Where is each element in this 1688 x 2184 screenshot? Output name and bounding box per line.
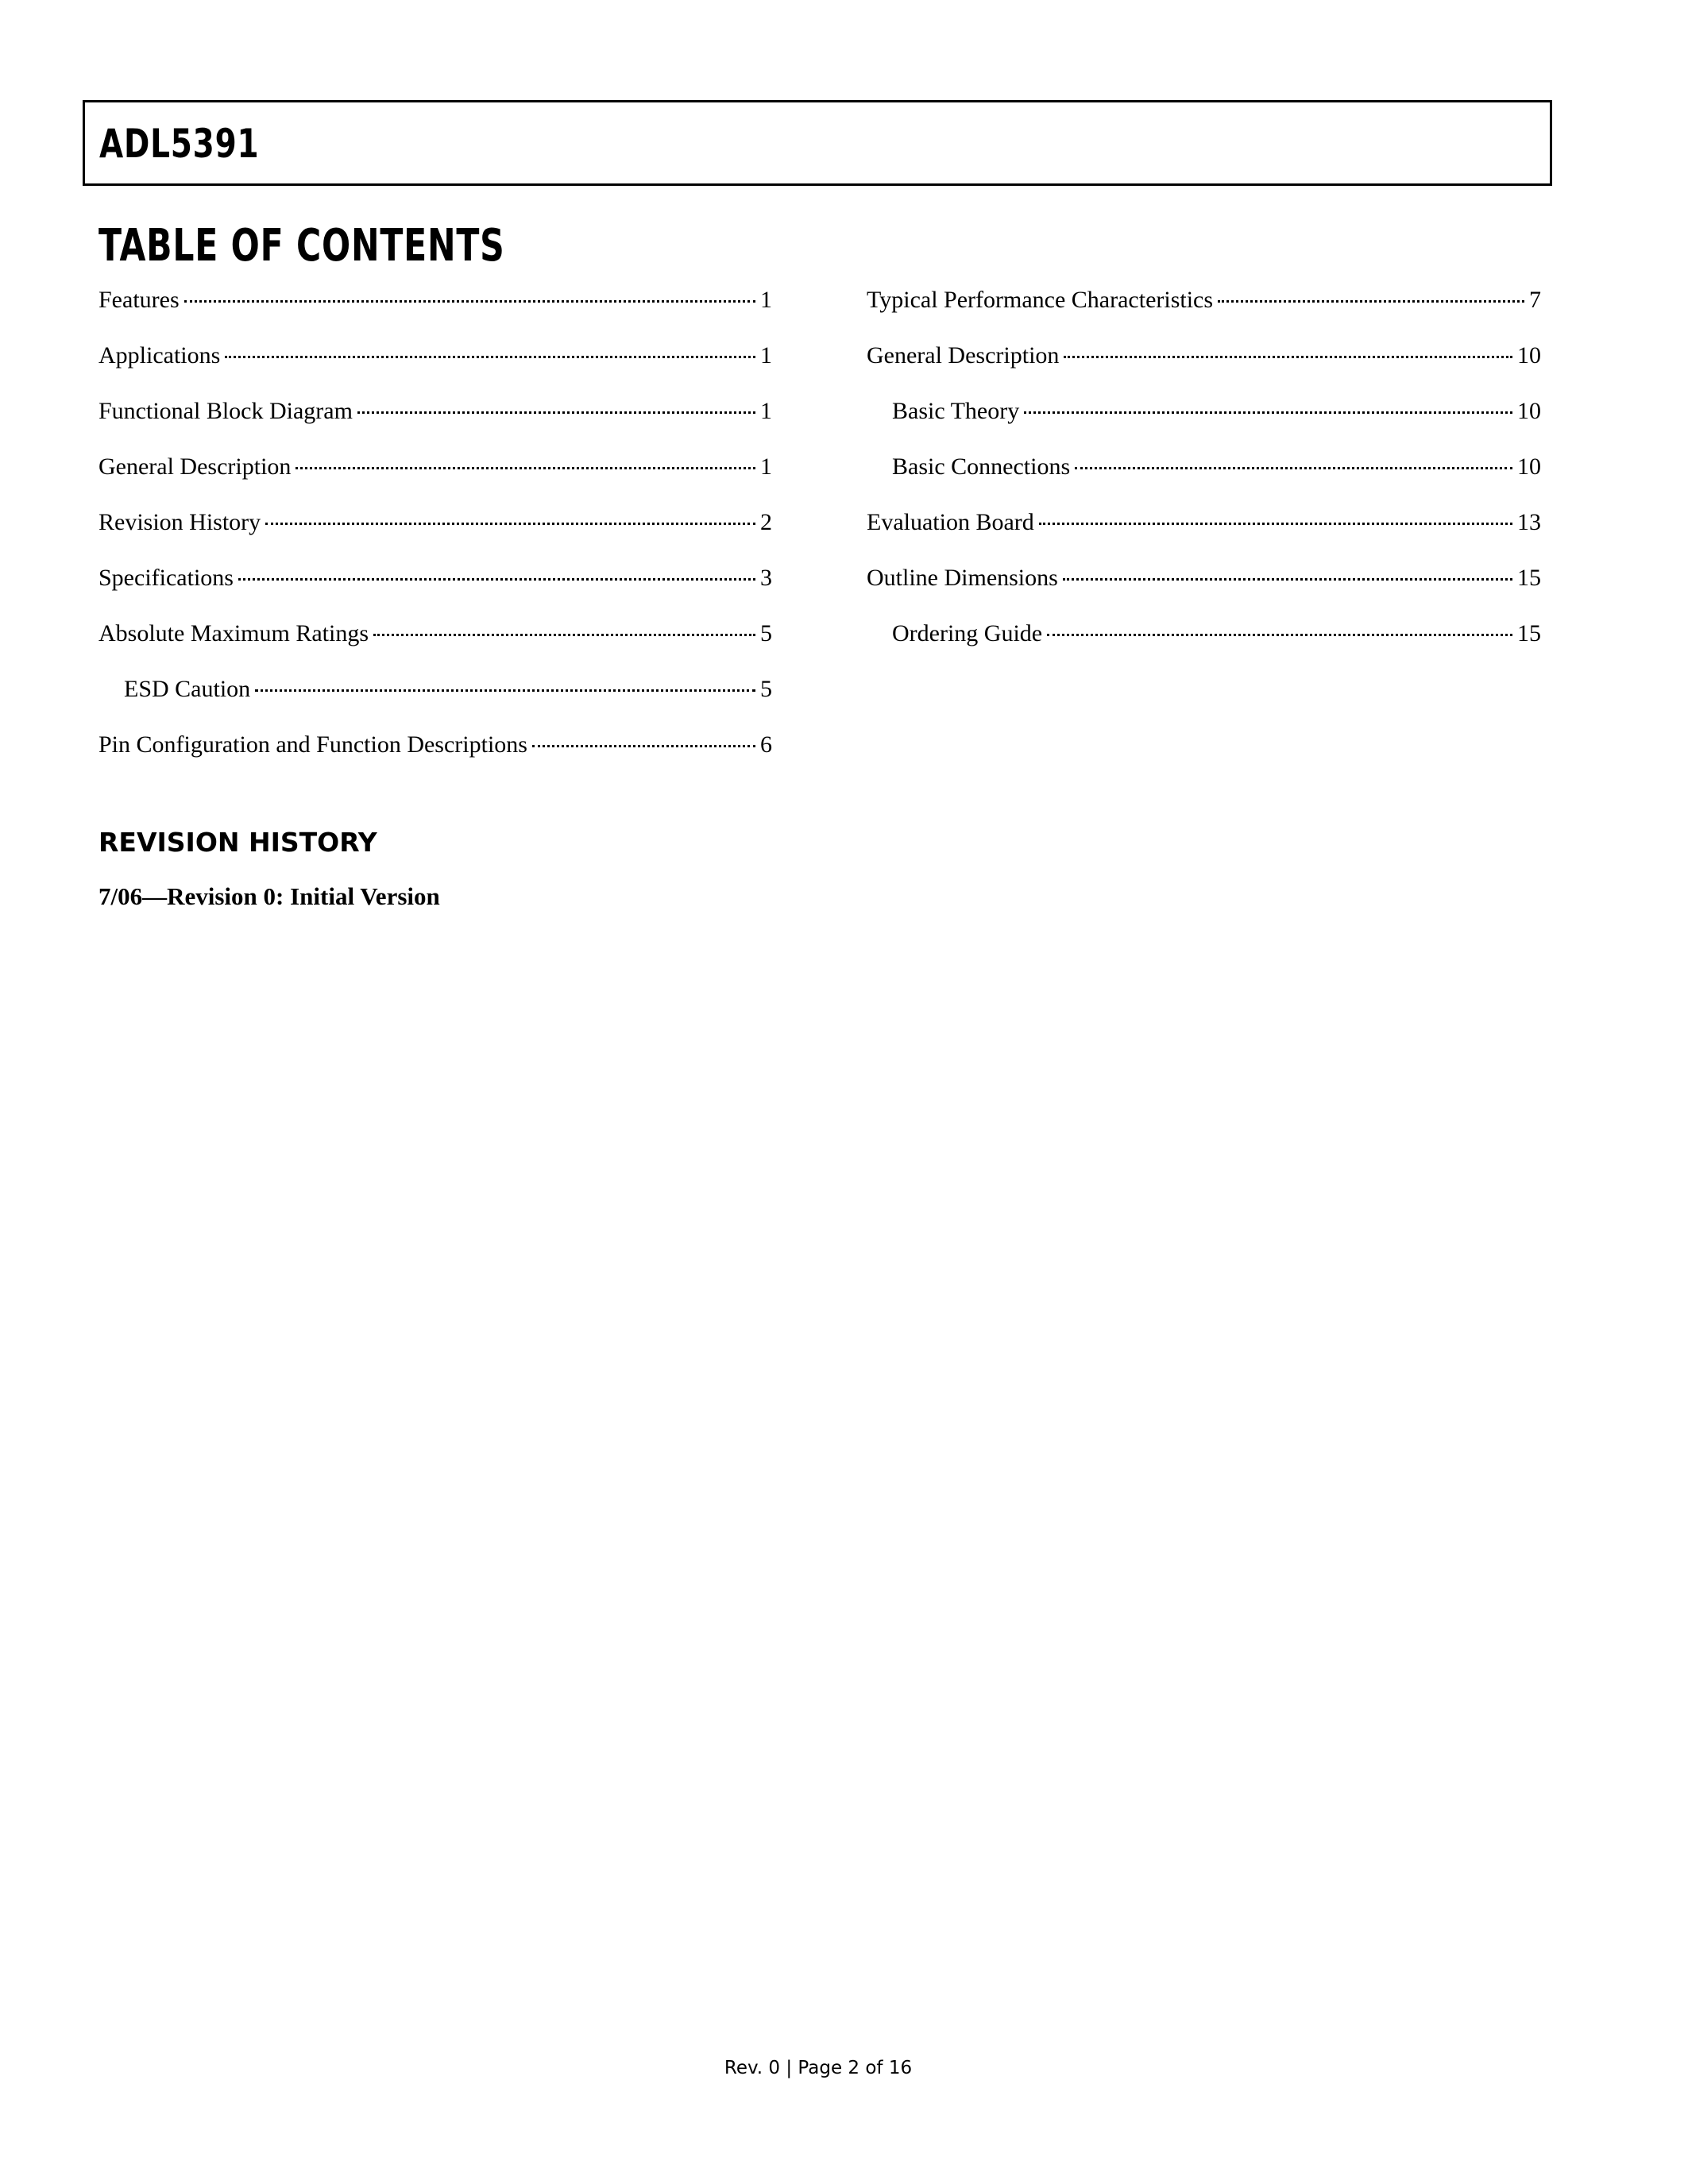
toc-entry[interactable] xyxy=(98,616,772,672)
revision-history-entry: 7/06—Revision 0: Initial Version xyxy=(98,882,440,910)
toc-dot-leader xyxy=(1024,411,1512,414)
toc-subentry[interactable] xyxy=(867,394,1541,450)
toc-title: TABLE OF CONTENTS xyxy=(98,220,505,272)
toc-entry-page: 1 xyxy=(760,453,772,480)
toc-subentry[interactable] xyxy=(867,616,1541,672)
toc-entry-page: 1 xyxy=(760,342,772,369)
toc-dot-leader xyxy=(1064,356,1512,358)
toc-entry-label: Ordering Guide xyxy=(892,620,1043,646)
toc-entry-page: 10 xyxy=(1517,398,1541,424)
toc-dot-leader xyxy=(1218,300,1524,303)
toc-entry-page: 5 xyxy=(760,676,772,702)
toc-entry-label: General Description xyxy=(867,342,1060,369)
toc-dot-leader xyxy=(1063,578,1512,581)
toc-entry[interactable] xyxy=(867,338,1541,394)
toc-entry[interactable] xyxy=(98,450,772,505)
toc-entry[interactable] xyxy=(867,561,1541,616)
toc-dot-leader xyxy=(265,523,755,525)
toc-subentry[interactable] xyxy=(867,450,1541,505)
toc-dot-leader xyxy=(1039,523,1512,525)
toc-entry-page: 5 xyxy=(760,620,772,646)
page-footer: Rev. 0 | Page 2 of 16 xyxy=(724,2058,913,2078)
toc-dot-leader xyxy=(184,300,755,303)
toc-right-column xyxy=(867,283,1541,672)
toc-entry[interactable] xyxy=(98,283,772,338)
toc-entry[interactable] xyxy=(867,283,1541,338)
toc-entry[interactable] xyxy=(867,505,1541,561)
toc-entry-page: 3 xyxy=(760,565,772,591)
toc-entry[interactable] xyxy=(98,505,772,561)
toc-entry-page: 7 xyxy=(1529,287,1541,313)
toc-entry-page: 6 xyxy=(760,731,772,758)
toc-dot-leader xyxy=(373,634,755,636)
toc-dot-leader xyxy=(357,411,755,414)
toc-entry-label: Basic Connections xyxy=(892,453,1071,480)
toc-entry-label: ESD Caution xyxy=(124,676,251,702)
toc-dot-leader xyxy=(532,745,755,747)
toc-entry-label: Pin Configuration and Function Descriptions xyxy=(98,731,527,758)
toc-entry-page: 2 xyxy=(760,509,772,535)
toc-dot-leader xyxy=(1047,634,1512,636)
toc-entry-label: Typical Performance Characteristics xyxy=(867,287,1214,313)
toc-dot-leader xyxy=(1075,467,1512,469)
toc-entry-label: Absolute Maximum Ratings xyxy=(98,620,369,646)
toc-entry-page: 10 xyxy=(1517,453,1541,480)
toc-entry-page: 1 xyxy=(760,398,772,424)
toc-entry-label: Applications xyxy=(98,342,221,369)
part-number: ADL5391 xyxy=(99,121,260,167)
toc-subentry[interactable] xyxy=(98,672,772,727)
toc-entry-label: Basic Theory xyxy=(892,398,1020,424)
toc-entry[interactable] xyxy=(98,727,772,783)
toc-dot-leader xyxy=(225,356,755,358)
toc-entry-label: Revision History xyxy=(98,509,261,535)
toc-entry[interactable] xyxy=(98,394,772,450)
toc-left-column xyxy=(98,283,772,783)
toc-dot-leader xyxy=(295,467,755,469)
toc-entry-label: Specifications xyxy=(98,565,234,591)
toc-entry-label: Features xyxy=(98,287,180,313)
header-box xyxy=(83,100,1552,186)
toc-entry-page: 15 xyxy=(1517,620,1541,646)
toc-entry-page: 10 xyxy=(1517,342,1541,369)
toc-entry-label: Evaluation Board xyxy=(867,509,1034,535)
toc-entry-page: 1 xyxy=(760,287,772,313)
toc-entry-page: 13 xyxy=(1517,509,1541,535)
toc-entry-page: 15 xyxy=(1517,565,1541,591)
toc-dot-leader xyxy=(238,578,755,581)
toc-entry-label: Functional Block Diagram xyxy=(98,398,353,424)
toc-entry[interactable] xyxy=(98,338,772,394)
revision-history-heading: REVISION HISTORY xyxy=(98,827,377,858)
toc-entry-label: General Description xyxy=(98,453,292,480)
toc-entry-label: Outline Dimensions xyxy=(867,565,1058,591)
toc-dot-leader xyxy=(255,689,755,692)
toc-entry[interactable] xyxy=(98,561,772,616)
